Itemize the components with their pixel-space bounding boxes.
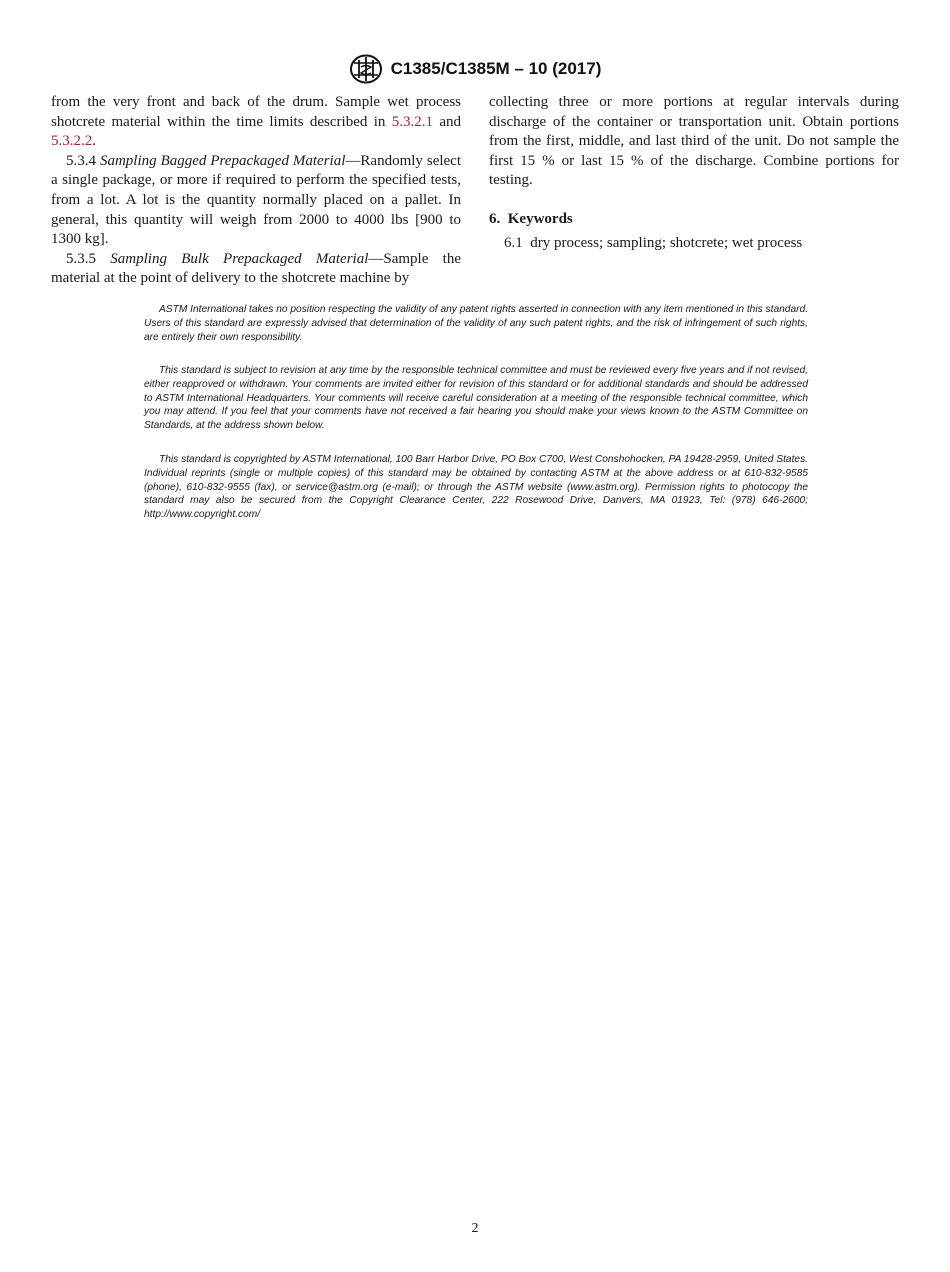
run-in-heading: Sampling Bagged Prepackaged Material xyxy=(99,152,346,169)
left-column xyxy=(51,93,461,289)
keywords-paragraph: 6.1 dry process; sampling; shotcrete; wet process xyxy=(504,234,803,251)
patent-notice: ASTM International takes no position respecting the validity of any patent rights asserted in connection with any item mentioned in this standard. Users of this standard are expressly advised that determination of the validity of any such patent rights, and the risk of infringement of such rights, are entirely their own responsibility. xyxy=(144,304,808,343)
run-in-heading: Sampling Bulk Prepackaged Material xyxy=(110,250,369,267)
paragraph-5-3-4 xyxy=(51,152,461,250)
section-heading-keywords: 6. Keywords xyxy=(489,210,573,227)
revision-notice: This standard is subject to revision at any time by the responsible technical committee and must be reviewed every five years and if not revised, either reapproved or withdrawn. Your comments are invited either for revision of this standard or for additional standards and should be addressed to ASTM International Headquarters. Your comments will receive careful consideration at a meeting of the responsible technical committee, which you may attend. If you feel that your comments have not received a fair hearing you should make your views known to the ASTM Committee on Standards, at the address shown below. xyxy=(144,365,808,432)
standard-designation: C1385/C1385M – 10 (2017) xyxy=(390,59,602,78)
section-number: 5.3.5 xyxy=(66,250,96,267)
right-column xyxy=(489,93,899,253)
copyright-notice: This standard is copyrighted by ASTM International, 100 Barr Harbor Drive, PO Box C700, West Conshohocken, PA 19428-2959, United States. Individual reprints (single or multiple copies) of this standard may be obtained by contacting ASTM at the above address or at 610-832-9585 (phone), 610-832-9555 (fax), or service@astm.org (e-mail); or through the ASTM website (www.astm.org). Permission rights to photocopy the standard may also be secured from the Copyright Clearance Center, 222 Rosewood Drive, Danvers, MA 01923, Tel: (978) 646-2600; http://www.copyright.com/ xyxy=(144,454,808,521)
paragraph-text: —Sample the material at the point of delivery to the shotcrete machine by xyxy=(51,250,461,287)
conjunction-text: and xyxy=(432,113,461,130)
punctuation: . xyxy=(92,133,96,150)
paragraph-drum-sampling xyxy=(51,93,461,152)
section-number: 5.3.4 xyxy=(66,152,96,169)
page-number: 2 xyxy=(471,1221,479,1236)
paragraph-bulk-continued: collecting three or more portions at regular intervals during discharge of the container or transportation unit. Obtain portions from the first, middle, and last third of the unit. Do not sample the first 15 % or last 15 % of the discharge. Combine portions for testing. xyxy=(489,94,899,189)
astm-logo-icon xyxy=(349,54,383,84)
paragraph-text: from the very front and back of the drum. Sample wet process shotcrete material within the time limits described in xyxy=(51,94,461,130)
page-header xyxy=(0,52,950,86)
paragraph-text: —Randomly select a single package, or more if required to perform the specified tests, from a lot. A lot is the quantity normally placed on a pallet. In general, this quantity will weigh from 2000 to 4000 lbs [900 to 1300 kg]. xyxy=(51,152,462,248)
cross-reference-link[interactable]: 5.3.2.2 xyxy=(51,133,93,150)
cross-reference-link[interactable]: 5.3.2.1 xyxy=(391,113,433,130)
paragraph-5-3-5 xyxy=(51,250,461,289)
